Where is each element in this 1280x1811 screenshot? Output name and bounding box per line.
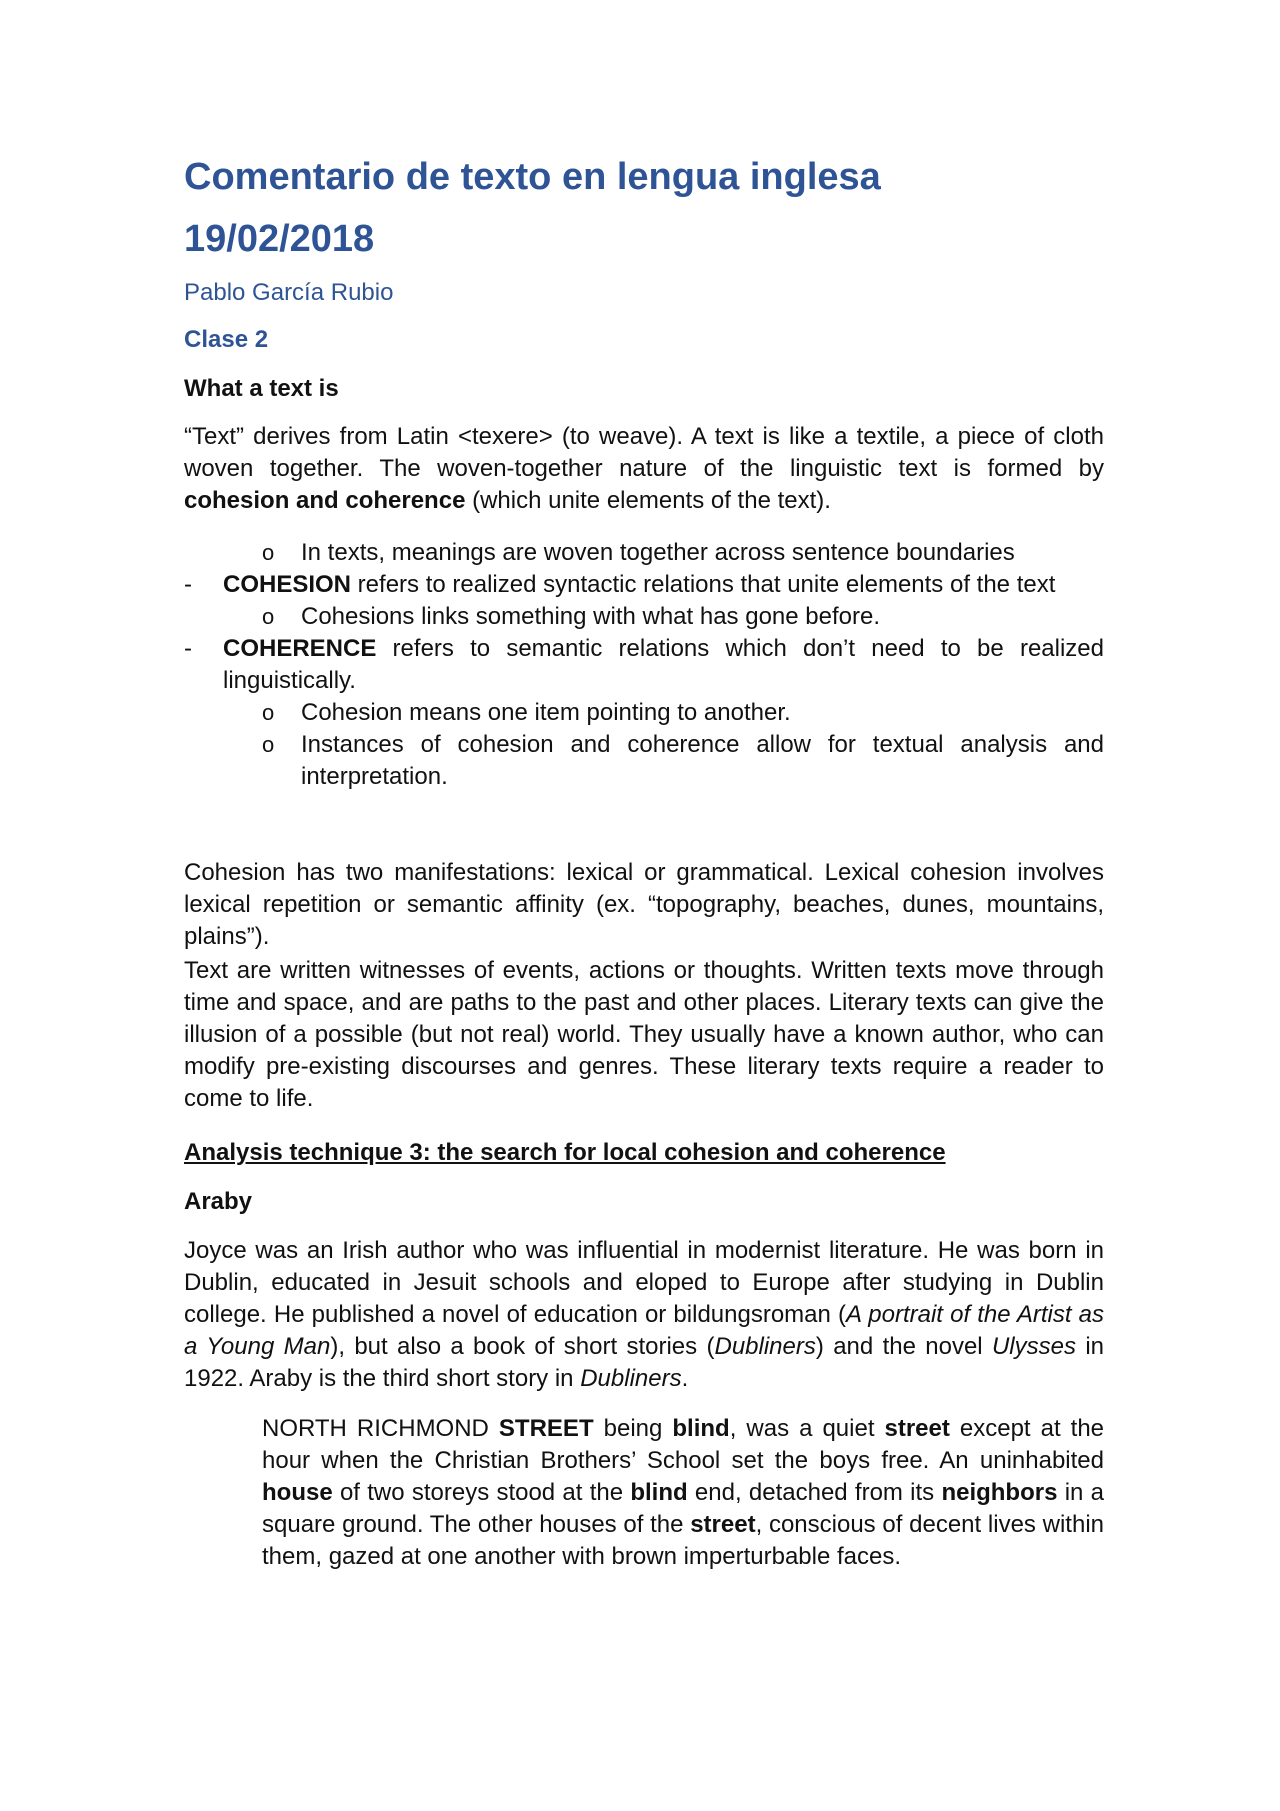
paragraph-joyce-bio: Joyce was an Irish author who was influential in modernist literature. He was born in Dublin, educated in Jesuit schools and eloped to Europe after studying in Dublin college. He published a novel of education or bildungsroman (A portrait of the Artist as a Young Man), but also a book of short stories (Dubliners) and the novel Ulysses in 1922. Araby is the third short story in Dubliners. — [184, 1237, 1105, 1392]
author-name: Pablo García Rubio — [184, 279, 394, 306]
list-item: o In texts, meanings are woven together across sentence boundaries — [184, 537, 1104, 569]
section-heading-what-a-text-is: What a text is — [184, 375, 339, 402]
circle-bullet-icon: o — [262, 732, 275, 757]
araby-quotation: NORTH RICHMOND STREET being blind, was a quiet street except at the hour when the Christian Brothers’ School set the boys free. An uninhabited house of two storeys stood at the blind end, detached from its neighbors in a square ground. The other houses of the street, conscious of decent lives within them, gazed at one another with brown imperturbable faces. — [262, 1415, 1105, 1570]
list-item: o Cohesion means one item pointing to another. — [184, 697, 1104, 729]
class-label: Clase 2 — [184, 326, 269, 353]
list-item: o Cohesions links something with what has gone before. — [184, 601, 1104, 633]
cohesion-coherence-list — [184, 537, 1104, 793]
list-item: o Instances of cohesion and coherence allow for textual analysis and interpretation. — [262, 731, 1104, 790]
paragraph-cohesion-manifestations: Cohesion has two manifestations: lexical or grammatical. Lexical cohesion involves lexical repetition or semantic affinity (ex. “topography, beaches, dunes, mountains, plains”). — [184, 859, 1104, 950]
subheading-araby: Araby — [184, 1188, 253, 1215]
dash-bullet-icon: - — [184, 571, 192, 598]
document-date: 19/02/2018 — [184, 218, 375, 260]
circle-bullet-icon: o — [262, 604, 275, 629]
circle-bullet-icon: o — [262, 700, 275, 725]
paragraph-text-definition: “Text” derives from Latin <texere> (to weave). A text is like a textile, a piece of cloth woven together. The woven-together nature of the linguistic text is formed by cohesion and coherence (which unite elements of the text). — [184, 423, 1104, 514]
list-item-cohesion: - COHESION refers to realized syntactic relations that unite elements of the text — [184, 569, 1104, 601]
list-item-coherence: - COHERENCE refers to semantic relations which don’t need to be realized linguistically. — [184, 635, 1104, 694]
circle-bullet-icon: o — [262, 540, 275, 565]
dash-bullet-icon: - — [184, 635, 192, 662]
paragraph-written-texts: Text are written witnesses of events, actions or thoughts. Written texts move through time and space, and are paths to the past and other places. Literary texts can give the illusion of a possible (but not real) world. They usually have a known author, who can modify pre-existing discourses and genres. These literary texts require a reader to come to life. — [184, 957, 1104, 1112]
section-heading-analysis-technique: Analysis technique 3: the search for local cohesion and coherence — [184, 1139, 946, 1166]
document-title: Comentario de texto en lengua inglesa — [184, 156, 881, 198]
